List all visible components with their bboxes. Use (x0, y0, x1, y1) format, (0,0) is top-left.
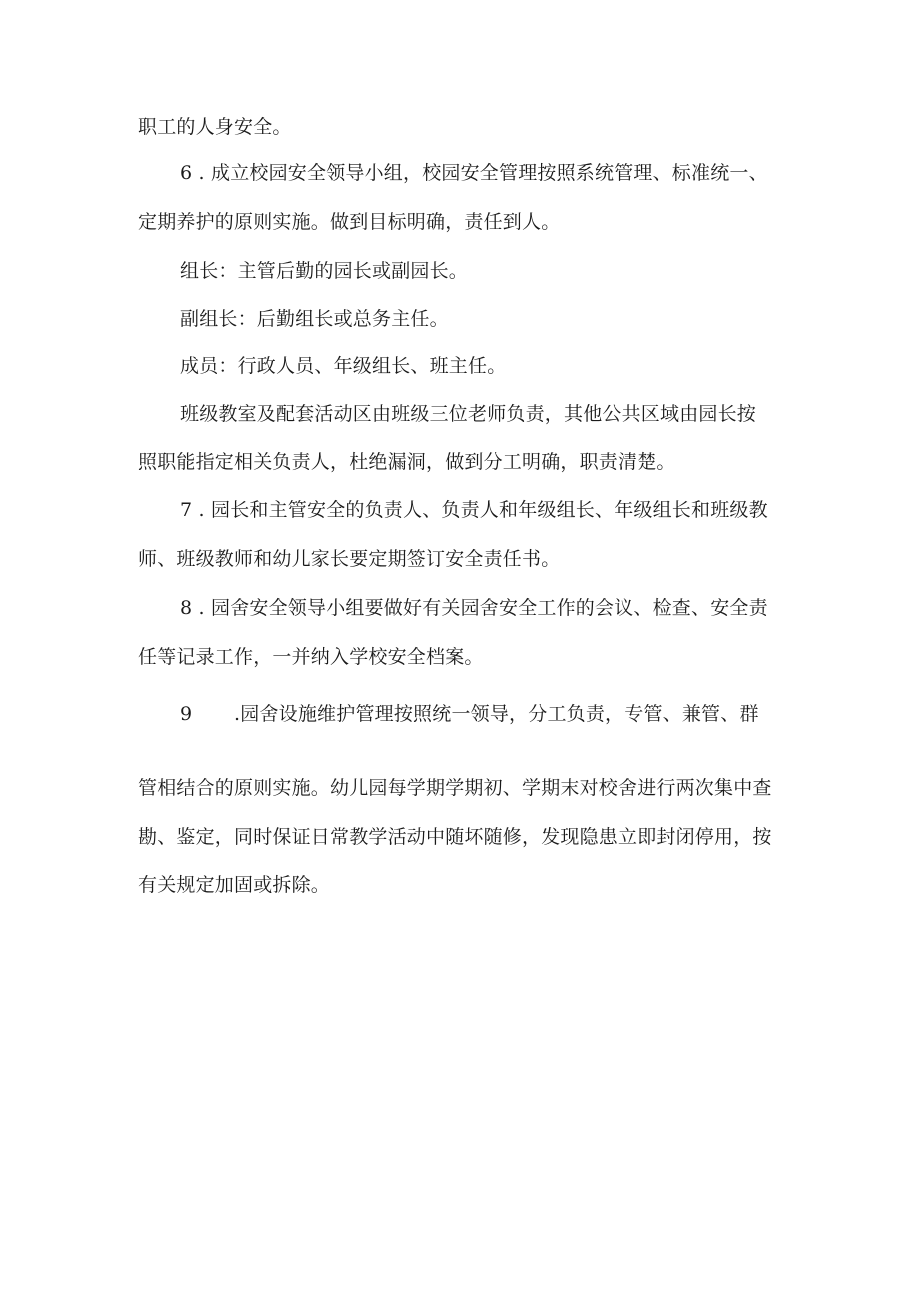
paragraph-line: 有关规定加固或拆除。 (138, 874, 331, 896)
paragraph-line: 班级教室及配套活动区由班级三位老师负责，其他公共区域由园长按 (180, 403, 757, 425)
paragraph-line: 勘、鉴定，同时保证日常教学活动中随坏随修，发现隐患立即封闭停用，按 (138, 826, 772, 848)
paragraph-line: 定期养护的原则实施。做到目标明确，责任到人。 (138, 211, 561, 233)
paragraph-line: 师、班级教师和幼儿家长要定期签订安全责任书。 (138, 548, 561, 570)
paragraph-line: 6 . 成立校园安全领导小组，校园安全管理按照系统管理、标准统一、 (180, 162, 768, 184)
paragraph-line: 照职能指定相关负责人，杜绝漏洞，做到分工明确，职责清楚。 (138, 451, 676, 473)
paragraph-line: .园舍设施维护管理按照统一领导，分工负责，专管、兼管、群 (234, 703, 759, 725)
paragraph-line: 管相结合的原则实施。幼儿园每学期学期初、学期末对校舍进行两次集中查 (138, 777, 772, 799)
paragraph-line: 组长：主管后勤的园长或副园长。 (180, 260, 469, 282)
list-number: 9 (180, 703, 193, 725)
paragraph-line: 8 . 园舍安全领导小组要做好有关园舍安全工作的会议、检查、安全责 (180, 597, 768, 619)
paragraph-line: 成员：行政人员、年级组长、班主任。 (180, 355, 507, 377)
paragraph-line: 7 . 园长和主管安全的负责人、负责人和年级组长、年级组长和班级教 (180, 499, 768, 521)
paragraph-line: 副组长：后勤组长或总务主任。 (180, 308, 449, 330)
paragraph-line: 职工的人身安全。 (138, 116, 292, 138)
paragraph-line: 任等记录工作，一并纳入学校安全档案。 (138, 646, 484, 668)
